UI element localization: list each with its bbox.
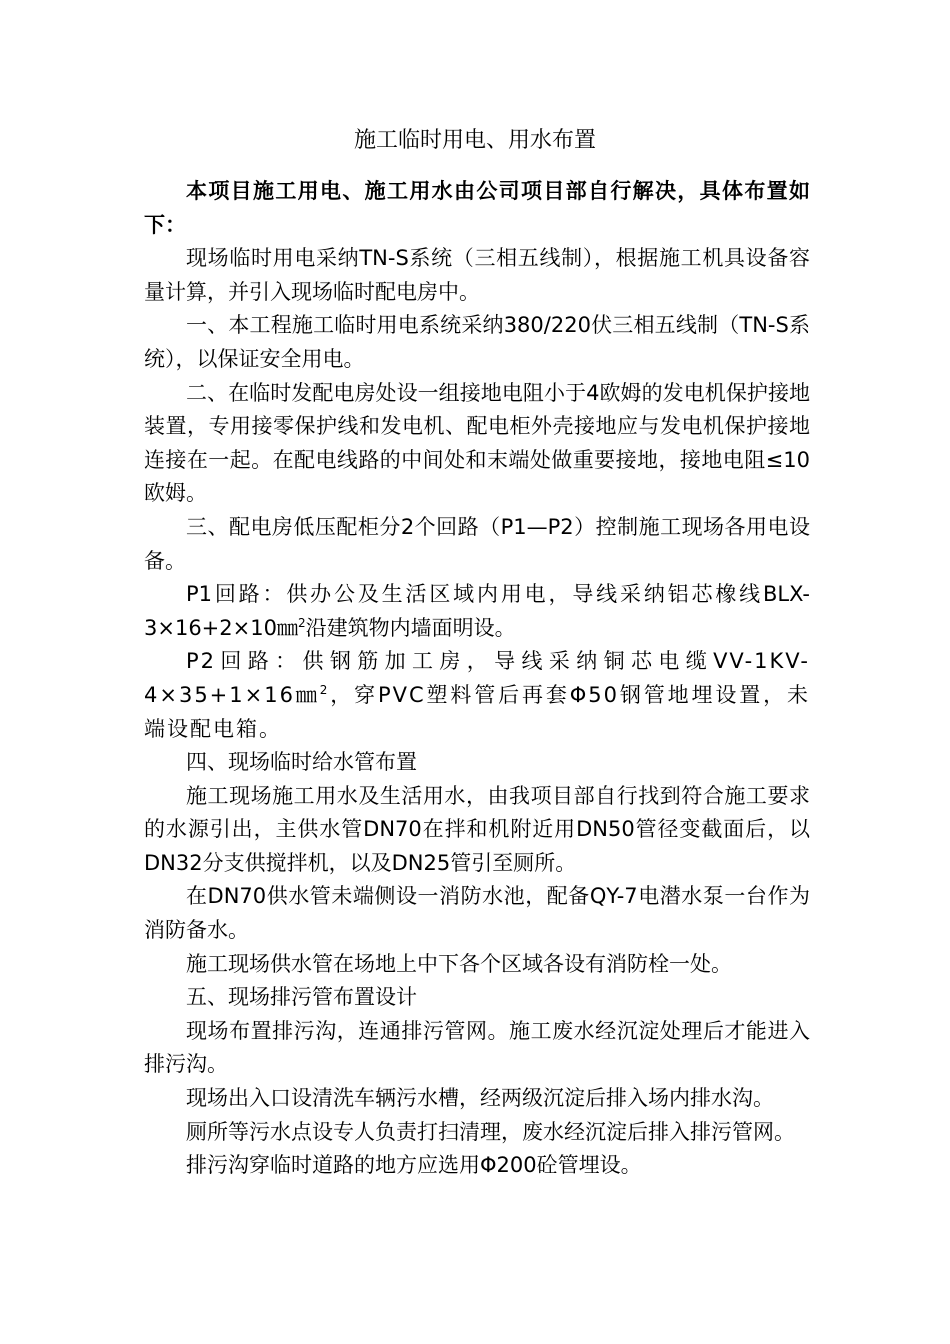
- document-title: 施工临时用电、用水布置: [353, 128, 596, 153]
- paragraph-toilet-sewage: 厕所等污水点设专人负责打扫清理，废水经沉淀后排入排污管网。: [186, 1119, 795, 1144]
- circuit-p1-text-end: 沿建筑物内墙面明设。: [305, 615, 516, 640]
- circuit-p2-text: P2回路：供钢筋加工房，导线采纳铜芯电缆VV-1KV-4×35+1×16㎜: [144, 649, 810, 707]
- document-body: [144, 175, 810, 1183]
- intro-paragraph: 本项目施工用电、施工用水由公司项目部自行解决，具体布置如下：: [144, 179, 810, 237]
- circuit-p1-text: P1回路：供办公及生活区域内用电，导线采纳铝芯橡线BLX-3×16+2×10㎜: [144, 582, 810, 640]
- circuit-p2-superscript: 2: [319, 682, 330, 697]
- paragraph-hydrants: 施工现场供水管在场地上中下各个区域各设有消防栓一处。: [186, 951, 732, 976]
- heading-section-5: 五、现场排污管布置设计: [186, 985, 417, 1010]
- heading-section-4: 四、现场临时给水管布置: [186, 750, 417, 775]
- paragraph-circuit-p1: [144, 578, 810, 645]
- paragraph-vehicle-wash: 现场出入口设清洗车辆污水槽，经两级沉淀后排入场内排水沟。: [186, 1086, 774, 1111]
- paragraph-section-2: 二、在临时发配电房处设一组接地电阻小于4欧姆的发电机保护接地装置，专用接零保护线和发电机、配电柜外壳接地应与发电机保护接地连接在一起。在配电线路的中间处和末端处做重要接地，接地电阻≤10欧姆。: [144, 380, 810, 506]
- paragraph-drainage-ditch: 现场布置排污沟，连通排污管网。施工废水经沉淀处理后才能进入排污沟。: [144, 1018, 810, 1077]
- paragraph-section-1: 一、本工程施工临时用电系统采纳380/220伏三相五线制（TN-S系统），以保证安全用电。: [144, 313, 810, 371]
- paragraph-fire-pool: 在DN70供水管未端侧设一消防水池，配备QY-7电潜水泵一台作为消防备水。: [144, 884, 810, 943]
- paragraph-water-source: 施工现场施工用水及生活用水，由我项目部自行找到符合施工要求的水源引出，主供水管DN70在拌和机附近用DN50管径变截面后，以DN32分支供搅拌机，以及DN25管引至厕所。: [144, 783, 810, 875]
- paragraph-concrete-pipe: 排污沟穿临时道路的地方应选用Φ200砼管埋设。: [186, 1153, 642, 1178]
- paragraph-power-system: 现场临时用电采纳TN-S系统（三相五线制），根据施工机具设备容量计算，并引入现场临时配电房中。: [144, 246, 810, 304]
- paragraph-circuit-p2: [144, 645, 810, 746]
- paragraph-section-3: 三、配电房低压配柜分2个回路（P1—P2）控制施工现场各用电设备。: [144, 514, 810, 573]
- circuit-p1-superscript: 2: [297, 615, 306, 630]
- circuit-p2-text-end: ，穿PVC塑料管后再套Φ50钢管地埋设置，未端设配电箱。: [144, 682, 810, 741]
